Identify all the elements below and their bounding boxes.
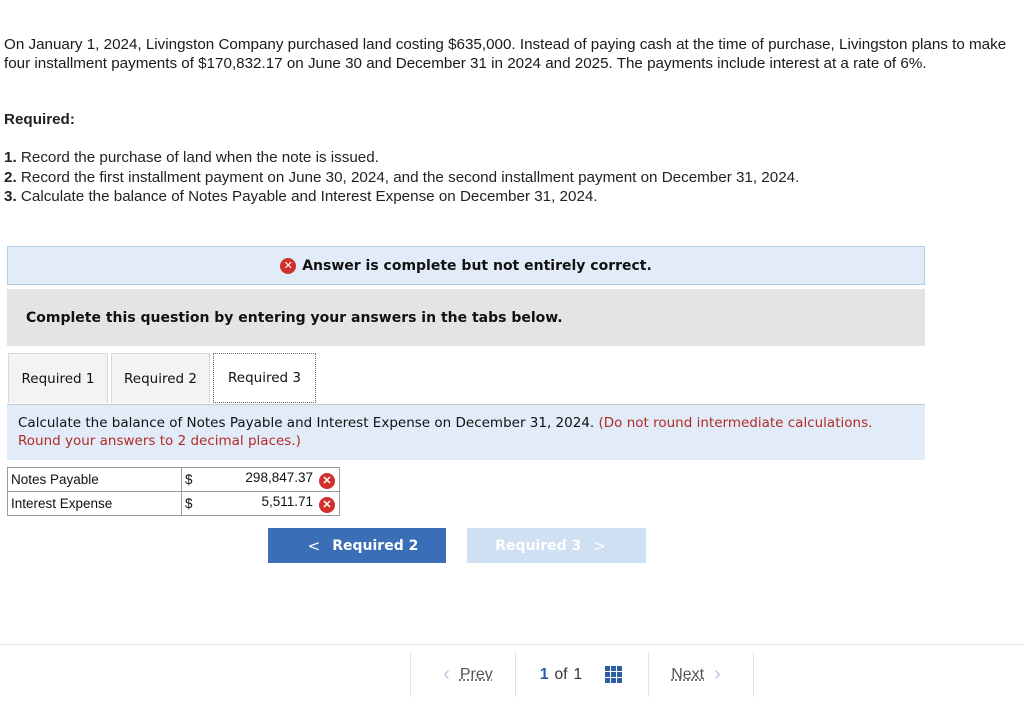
chevron-right-icon: › bbox=[714, 663, 721, 685]
table-row bbox=[8, 468, 340, 492]
pager-next-button[interactable] bbox=[648, 652, 754, 697]
previous-required-button[interactable] bbox=[268, 528, 446, 563]
interest-expense-label: Interest Expense bbox=[8, 492, 182, 516]
page-of-label: of bbox=[554, 665, 568, 683]
incorrect-x-icon: ✕ bbox=[319, 497, 335, 513]
tab-required-2[interactable]: Required 2 bbox=[111, 353, 210, 403]
required-item-number: 3. bbox=[4, 188, 17, 205]
required-item-3 bbox=[4, 187, 799, 207]
grid-icon[interactable] bbox=[605, 666, 622, 683]
result-banner-text: Answer is complete but not entirely correct. bbox=[302, 257, 652, 274]
required-item-text: Record the purchase of land when the note is issued. bbox=[20, 149, 379, 166]
required-item-text: Record the first installment payment on June 30, 2024, and the second installment payment on December 31, 2024. bbox=[20, 168, 800, 186]
pager-position bbox=[515, 652, 647, 697]
panel-instruction-text: Calculate the balance of Notes Payable and Interest Expense on December 31, 2024. bbox=[18, 415, 595, 431]
current-page: 1 bbox=[539, 665, 549, 683]
total-pages: 1 bbox=[573, 665, 583, 683]
interest-expense-value: 5,511.71 bbox=[261, 493, 313, 509]
pager-prev-button[interactable] bbox=[410, 652, 516, 697]
required-list bbox=[4, 148, 799, 207]
footer-divider bbox=[0, 644, 1024, 645]
chevron-left-icon: ‹ bbox=[443, 663, 450, 685]
answer-table bbox=[7, 467, 340, 516]
notes-payable-label: Notes Payable bbox=[8, 468, 182, 492]
panel-rounding-note: (Do not round intermediate calculations. Round your answers to 2 decimal places.) bbox=[18, 415, 873, 449]
required-item-number: 1. bbox=[4, 149, 17, 166]
required-item-text: Calculate the balance of Notes Payable and Interest Expense on December 31, 2024. bbox=[20, 188, 598, 205]
tab-required-1[interactable]: Required 1 bbox=[8, 353, 108, 403]
pager-next-label: Next bbox=[671, 665, 705, 683]
table-row bbox=[8, 492, 340, 516]
required-item-2 bbox=[4, 168, 799, 188]
tabs-instructions: Complete this question by entering your answers in the tabs below. bbox=[7, 289, 925, 346]
result-banner bbox=[7, 246, 925, 285]
tab-required-3[interactable]: Required 3 bbox=[213, 353, 316, 403]
panel-instructions bbox=[7, 405, 925, 460]
required-heading: Required: bbox=[4, 111, 75, 128]
chevron-right-icon: > bbox=[593, 536, 606, 555]
previous-required-label: Required 2 bbox=[332, 537, 419, 554]
next-required-label: Required 3 bbox=[495, 537, 582, 554]
interest-expense-input[interactable] bbox=[201, 492, 340, 516]
required-item-number: 2. bbox=[4, 168, 17, 186]
next-required-button[interactable] bbox=[467, 528, 646, 563]
notes-payable-value: 298,847.37 bbox=[245, 469, 313, 485]
currency-symbol: $ bbox=[182, 468, 202, 492]
incorrect-x-icon: ✕ bbox=[319, 473, 335, 489]
x-circle-icon: ✕ bbox=[280, 258, 296, 274]
required-item-1 bbox=[4, 148, 799, 168]
pager-prev-label: Prev bbox=[459, 665, 493, 683]
currency-symbol: $ bbox=[182, 492, 202, 516]
problem-statement bbox=[4, 35, 1020, 73]
notes-payable-input[interactable] bbox=[201, 468, 340, 492]
tab-bar bbox=[8, 353, 319, 405]
problem-text: On January 1, 2024, Livingston Company purchased land costing $635,000. Instead of paying cash at the time of purchase, Livingston plans to make four installment payments of $170,832.17 on June 30 and December 31 in 2024 and 2025. The payments include interest at a rate of 6%. bbox=[4, 36, 1007, 72]
chevron-left-icon: < bbox=[307, 536, 321, 555]
